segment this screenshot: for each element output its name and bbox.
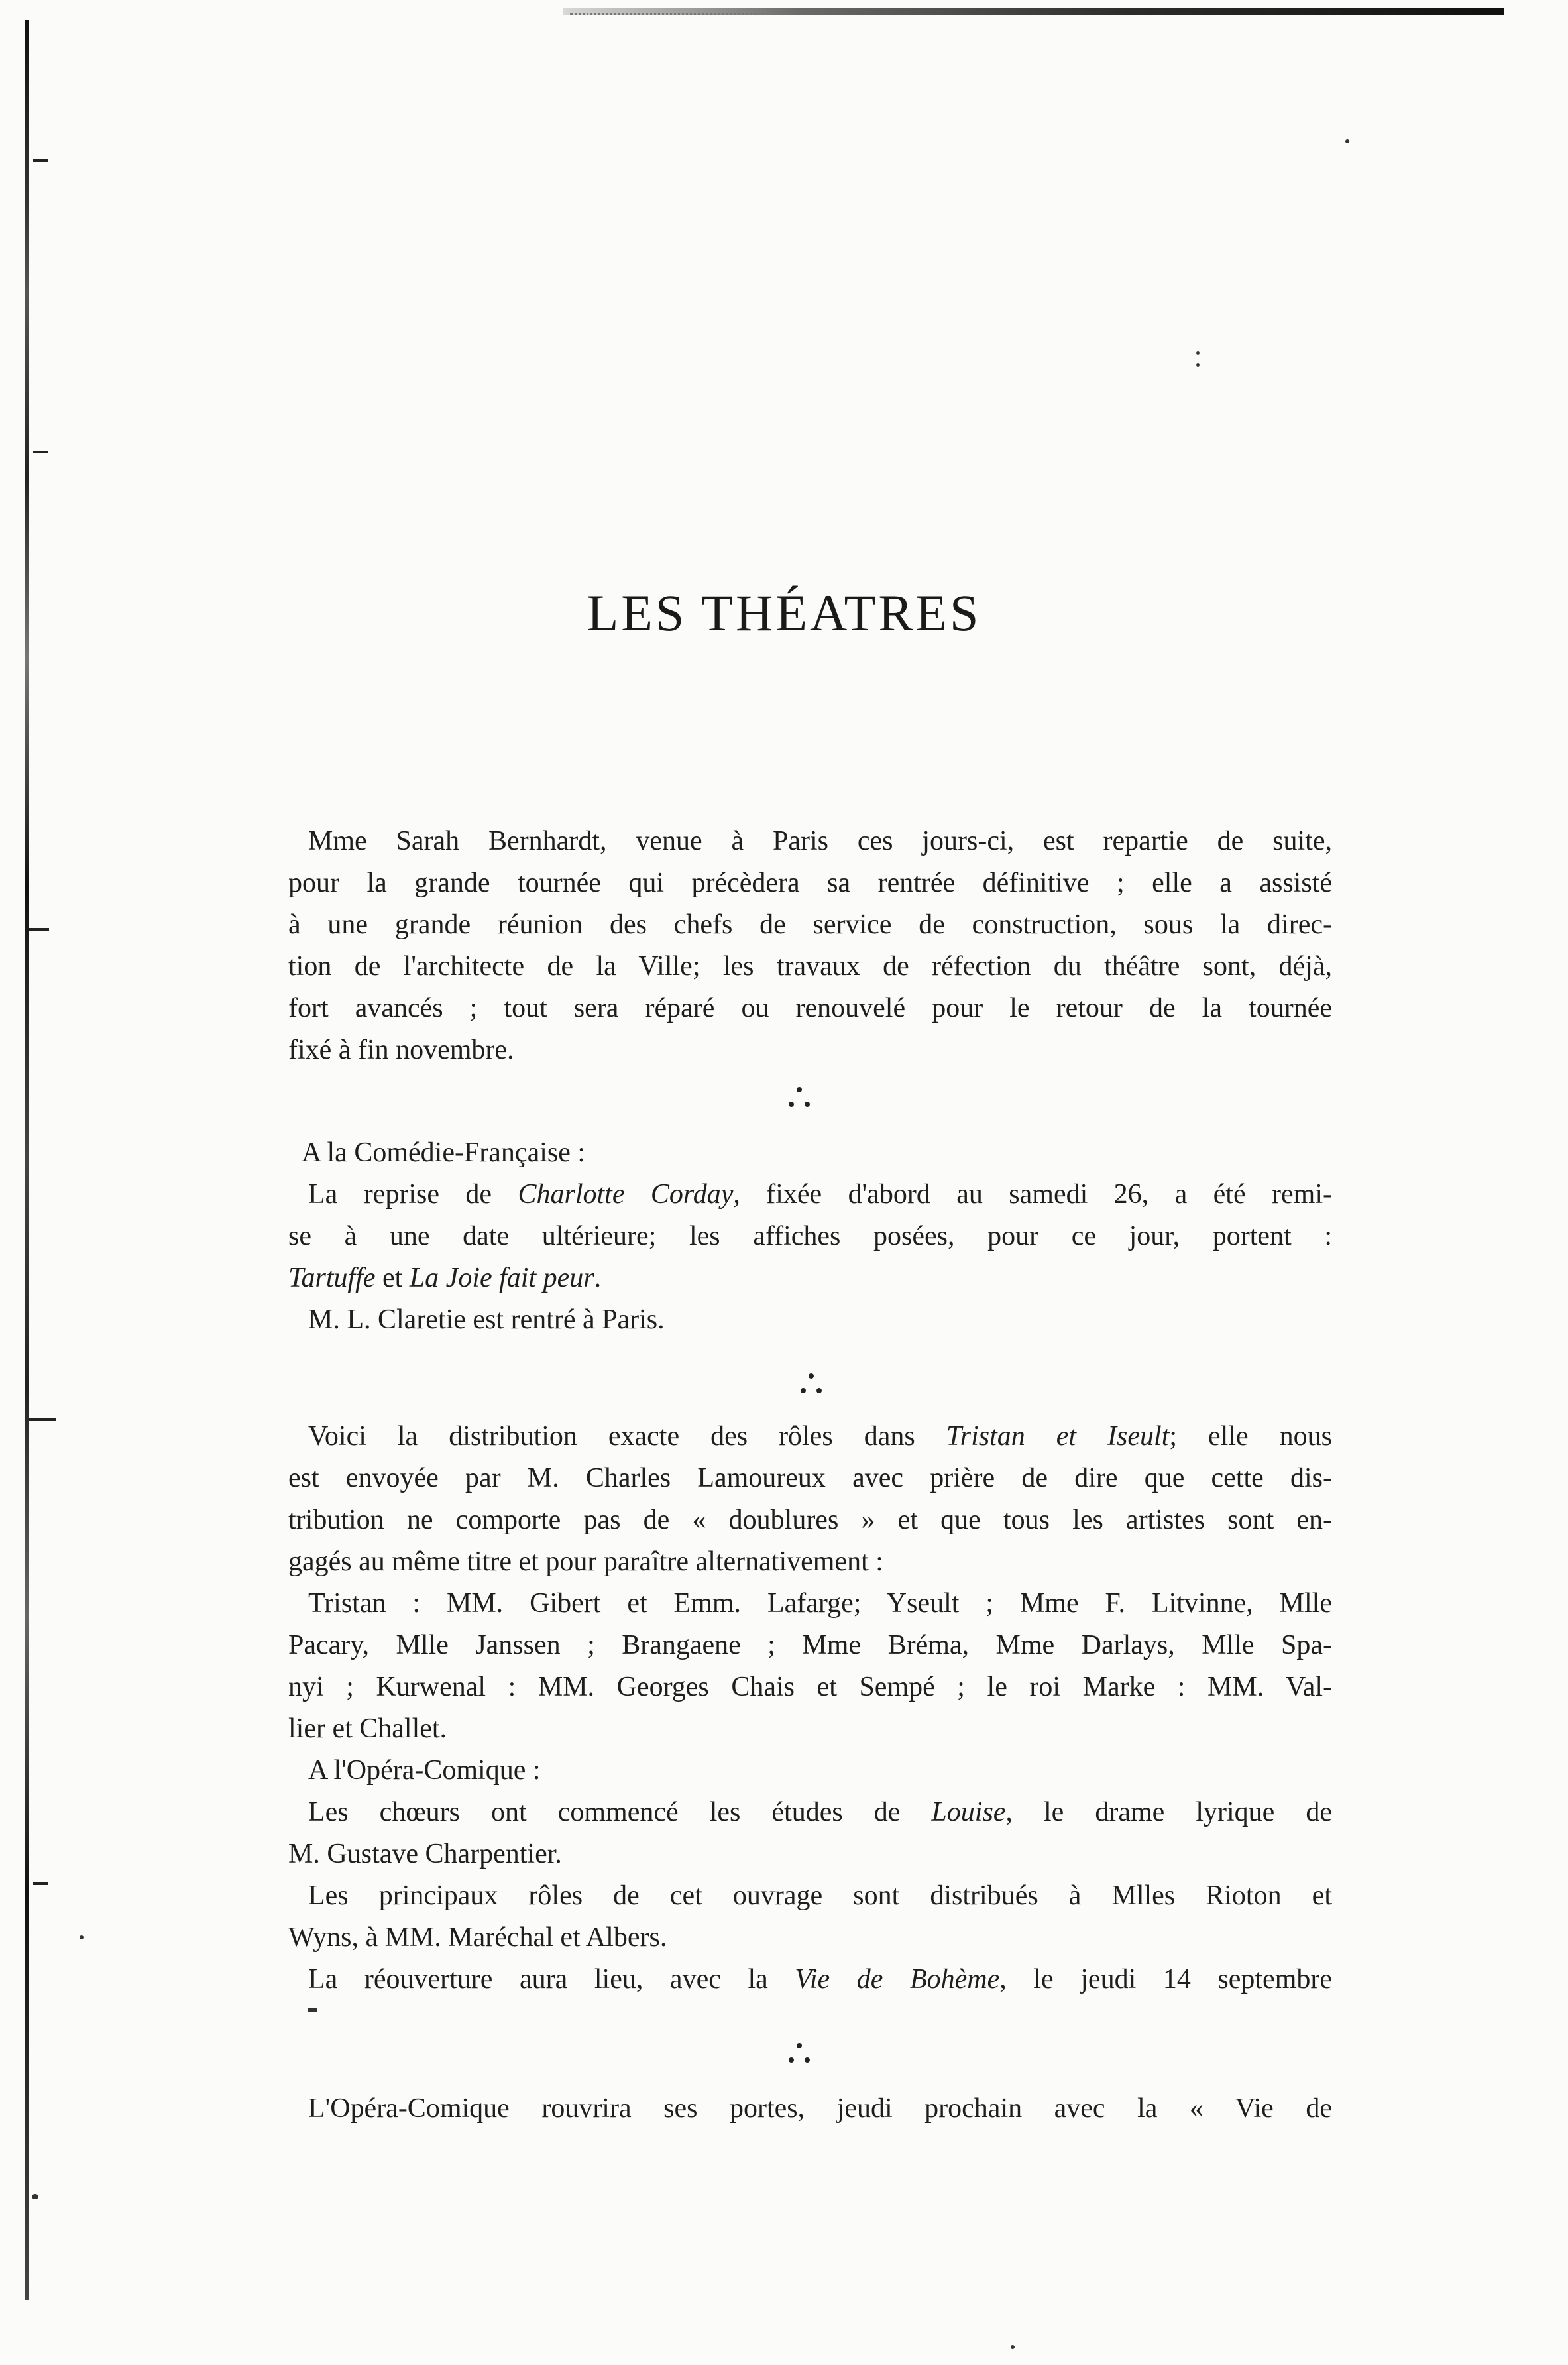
- text-line: tion de l'architecte de la Ville; les travaux de réfection du théâtre sont, déjà,: [288, 951, 1332, 982]
- scan-binding-edge: [25, 20, 29, 2300]
- scan-top-dots: [570, 13, 769, 17]
- scan-speck: [32, 2194, 38, 2199]
- binding-mark: [33, 159, 48, 162]
- text-line: pour la grande tournée qui précèdera sa rentrée définitive ; elle a assisté: [288, 868, 1332, 898]
- binding-mark: [33, 1882, 48, 1885]
- binding-mark: [29, 1418, 56, 1421]
- text-line: Les principaux rôles de cet ouvrage sont distribués à Mlles Rioton et: [308, 1880, 1332, 1911]
- text-line: La réouverture aura lieu, avec la Vie de Bohème, le jeudi 14 septembre: [308, 1964, 1332, 1994]
- text-line: Tristan : MM. Gibert et Emm. Lafarge; Yseult ; Mme F. Litvinne, Mlle: [308, 1588, 1332, 1619]
- scan-speck: [1196, 363, 1200, 367]
- asterism-separator: [786, 1087, 812, 1114]
- binding-mark: [33, 451, 48, 453]
- text-line: lier et Challet.: [288, 1713, 447, 1744]
- scan-speck: [1196, 351, 1200, 355]
- text-line: M. L. Claretie est rentré à Paris.: [308, 1304, 665, 1335]
- scan-speck: [308, 2008, 317, 2012]
- paragraph-tristan-et-iseult: [288, 1416, 1332, 2000]
- section-heading: A l'Opéra-Comique :: [308, 1755, 541, 1786]
- scan-speck: [80, 1935, 84, 1939]
- text-line: M. Gustave Charpentier.: [288, 1839, 562, 1869]
- text-line: tribution ne comporte pas de « doublures » et que tous les artistes sont en-: [288, 1505, 1332, 1535]
- section-heading: A la Comédie-Française :: [302, 1137, 586, 1168]
- paragraph-opera-comique-reopening: [308, 2088, 1332, 2130]
- text-line: Tartuffe et La Joie fait peur.: [288, 1263, 602, 1293]
- text-line: gagés au même titre et pour paraître alternativement :: [288, 1546, 883, 1577]
- scan-speck: [1011, 2345, 1015, 2349]
- text-line: La reprise de Charlotte Corday, fixée d'abord au samedi 26, a été remi-: [308, 1179, 1332, 1210]
- text-line: Les chœurs ont commencé les études de Louise, le drame lyrique de: [308, 1797, 1332, 1827]
- asterism-separator: [798, 1373, 824, 1400]
- text-line: se à une date ultérieure; les affiches posées, pour ce jour, portent :: [288, 1221, 1332, 1251]
- paragraph-comedie-francaise: [288, 1132, 1332, 1341]
- page-title: LES THÉATRES: [587, 584, 981, 642]
- text-line: L'Opéra-Comique rouvrira ses portes, jeudi prochain avec la « Vie de: [308, 2093, 1332, 2124]
- text-line: est envoyée par M. Charles Lamoureux avec prière de dire que cette dis-: [288, 1463, 1332, 1493]
- text-line: Wyns, à MM. Maréchal et Albers.: [288, 1922, 667, 1953]
- text-line: à une grande réunion des chefs de service de construction, sous la direc-: [288, 909, 1332, 940]
- binding-mark: [29, 928, 49, 931]
- paragraph-sarah-bernhardt: [288, 821, 1332, 1071]
- text-line: fort avancés ; tout sera réparé ou renouvelé pour le retour de la tournée: [288, 993, 1332, 1023]
- text-line: fixé à fin novembre.: [288, 1035, 514, 1065]
- text-line: Mme Sarah Bernhardt, venue à Paris ces jours-ci, est repartie de suite,: [308, 826, 1332, 856]
- asterism-separator: [786, 2043, 812, 2069]
- text-line: Pacary, Mlle Janssen ; Brangaene ; Mme Bréma, Mme Darlays, Mlle Spa-: [288, 1630, 1332, 1660]
- text-line: Voici la distribution exacte des rôles dans Tristan et Iseult; elle nous: [308, 1421, 1332, 1452]
- text-line: nyi ; Kurwenal : MM. Georges Chais et Sempé ; le roi Marke : MM. Val-: [288, 1672, 1332, 1702]
- scan-speck: [1345, 139, 1349, 143]
